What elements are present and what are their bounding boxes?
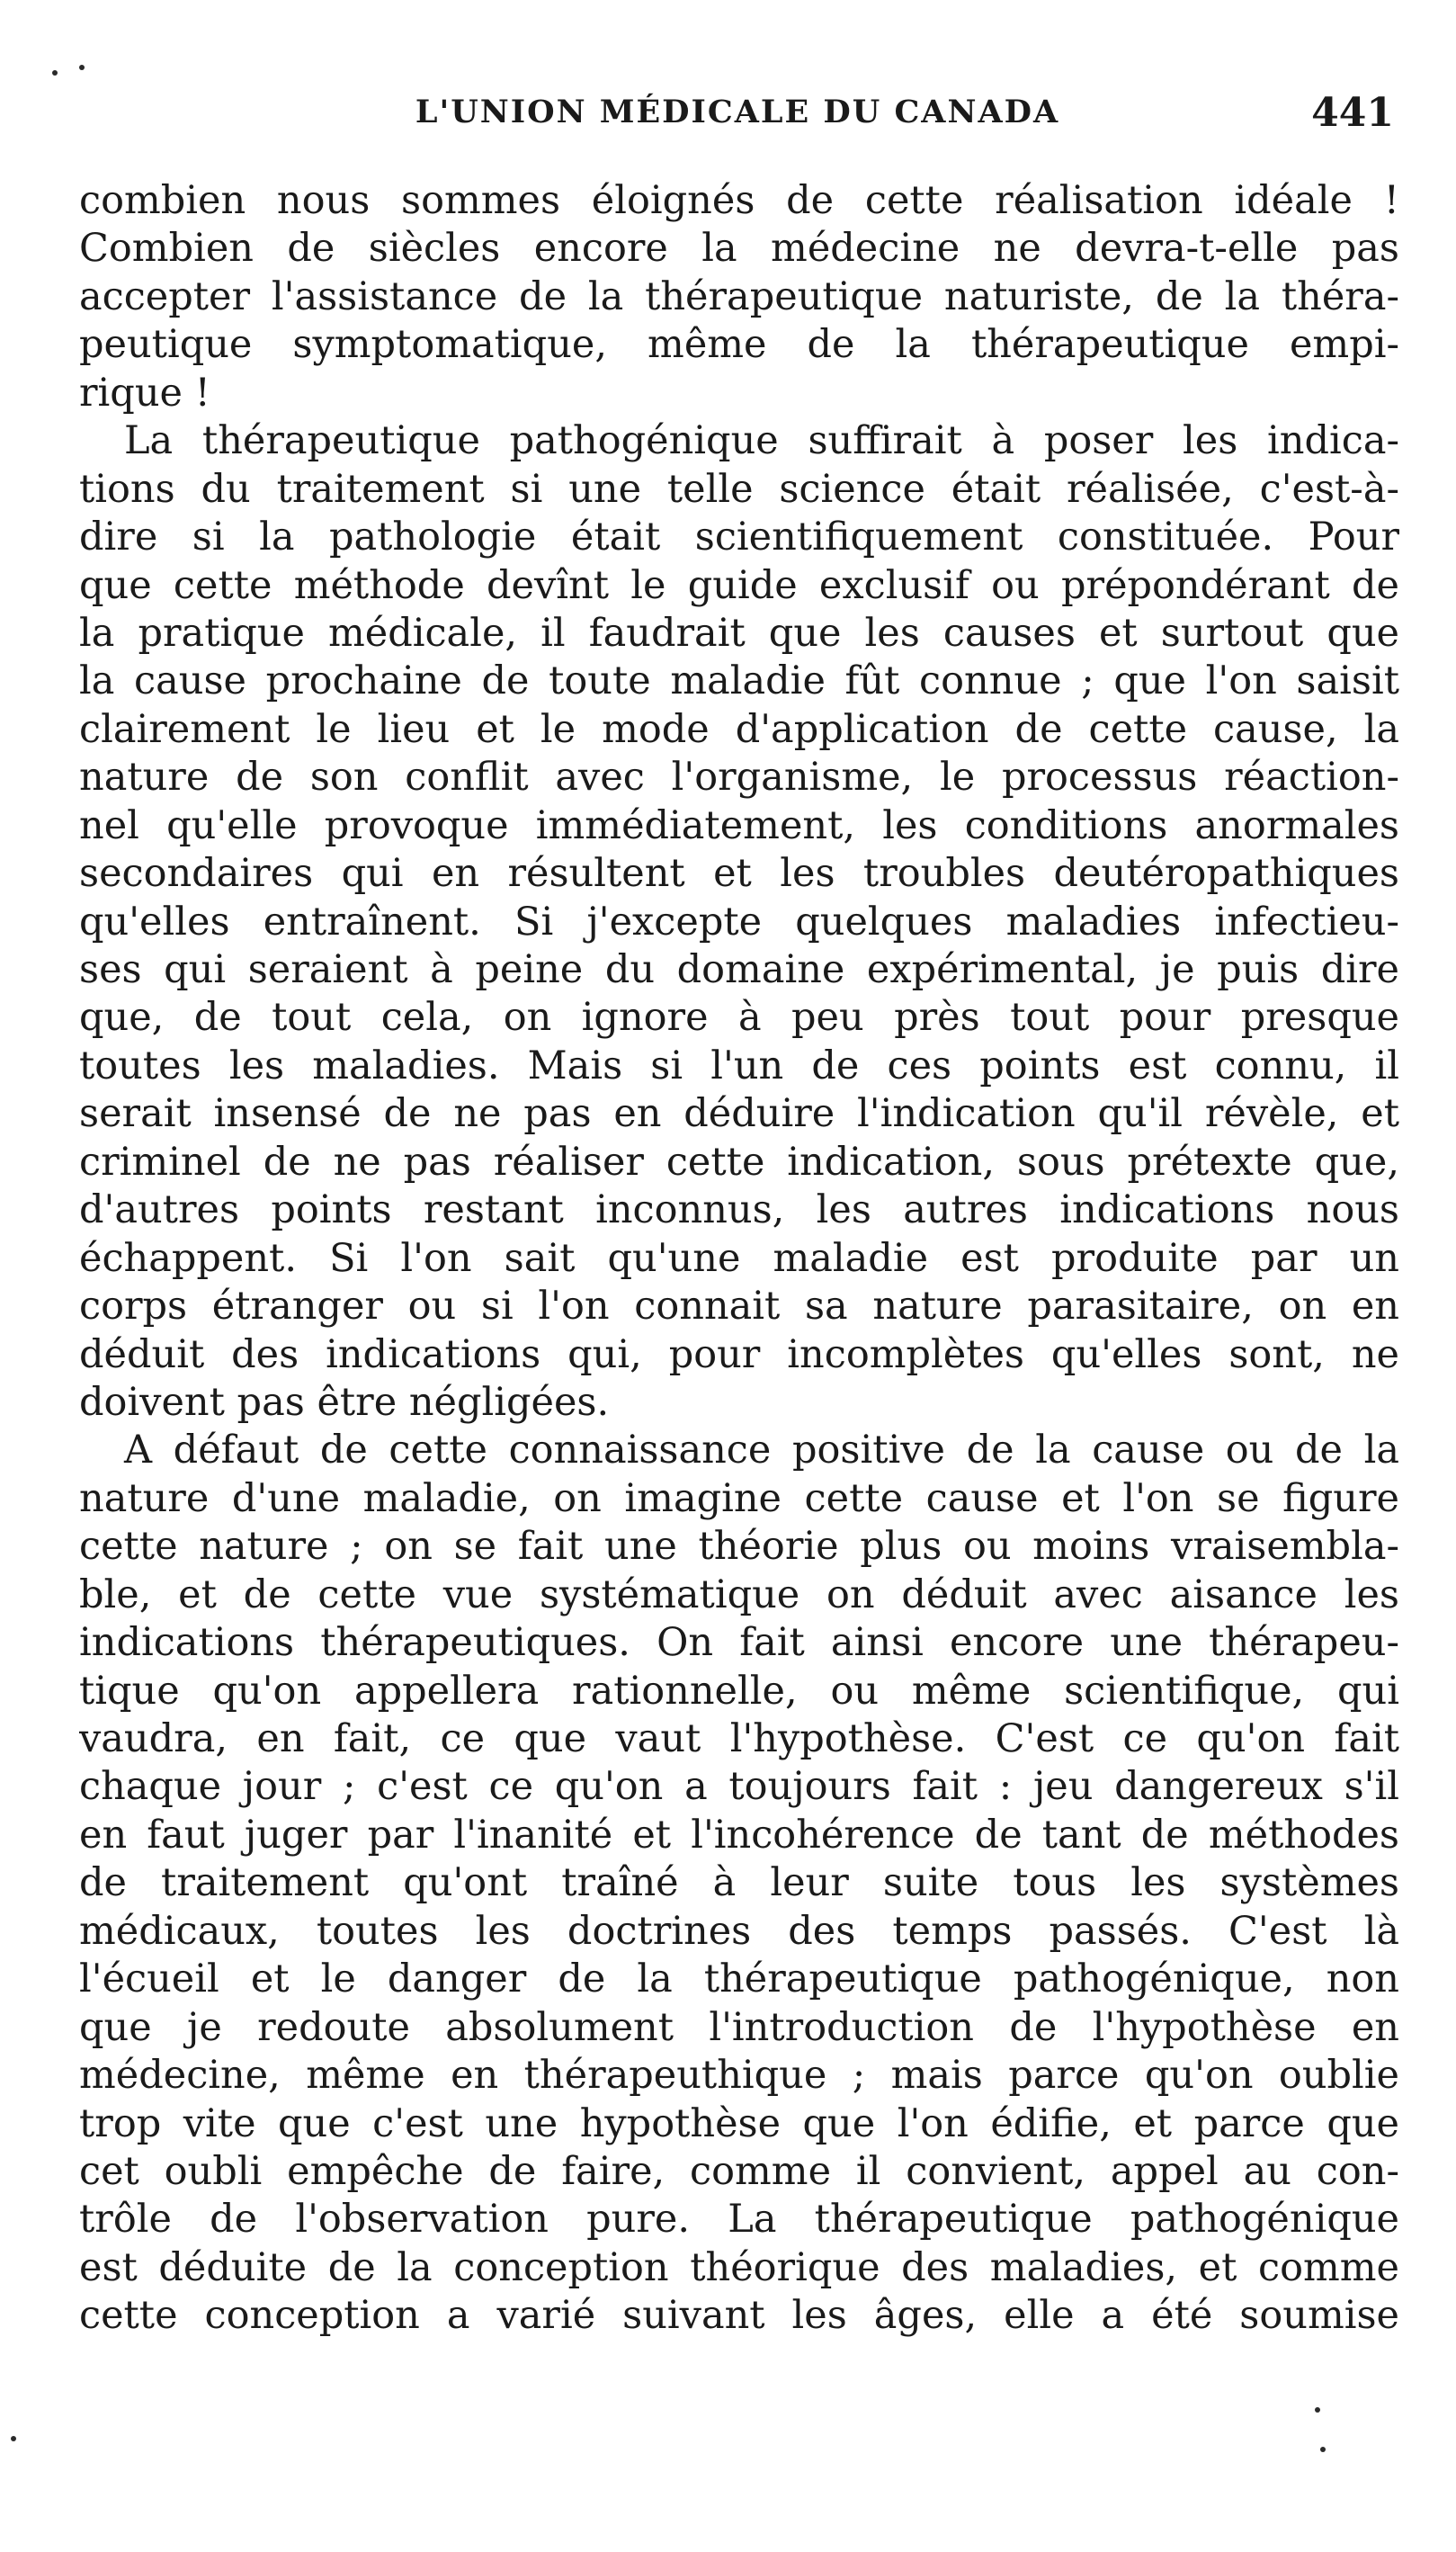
text-line: nature d'une maladie, on imagine cette cause et l'on se figure <box>79 1475 1399 1521</box>
text-line: Combien de siècles encore la médecine ne devra-t-elle pas <box>79 226 1399 272</box>
text-line: doivent pas être négligées. <box>79 1379 610 1425</box>
text-line: que je redoute absolument l'introduction de l'hypothèse en <box>79 2004 1399 2050</box>
scan-speck <box>1315 2407 1320 2413</box>
text-line: échappent. Si l'on sait qu'une maladie est produite par un <box>79 1235 1399 1281</box>
scan-speck <box>1320 2447 1326 2452</box>
text-line: de traitement qu'ont traîné à leur suite tous les systèmes <box>79 1860 1399 1906</box>
text-line: chaque jour ; c'est ce qu'on a toujours fait : jeu dangereux s'il <box>79 1764 1399 1810</box>
text-line: trop vite que c'est une hypothèse que l'on édifie, et parce que <box>79 2100 1399 2146</box>
text-line: en faut juger par l'inanité et l'incohérence de tant de méthodes <box>79 1812 1399 1858</box>
text-line: indications thérapeutiques. On fait ainsi encore une thérapeu- <box>79 1620 1399 1666</box>
text-line: A défaut de cette connaissance positive de la cause ou de la <box>124 1428 1399 1473</box>
text-line: combien nous sommes éloignés de cette réalisation idéale ! <box>79 178 1399 223</box>
text-line: cette nature ; on se fait une théorie plus ou moins vraisembla- <box>79 1524 1399 1570</box>
text-line: médicaux, toutes les doctrines des temps passés. C'est là <box>79 1908 1399 1954</box>
text-line: clairement le lieu et le mode d'application de cette cause, la <box>79 706 1399 752</box>
text-line: toutes les maladies. Mais si l'un de ces points est connu, il <box>79 1043 1399 1088</box>
text-line: vaudra, en fait, ce que vaut l'hypothèse. C'est ce qu'on fait <box>79 1716 1399 1761</box>
journal-title: L'UNION MÉDICALE DU CANADA <box>415 94 1060 130</box>
text-line: peutique symptomatique, même de la thérapeutique empi- <box>79 322 1399 368</box>
scan-speck <box>52 70 58 76</box>
text-line: que cette méthode devînt le guide exclusif ou prépondérant de <box>79 562 1399 608</box>
text-line: la cause prochaine de toute maladie fût connue ; que l'on saisit <box>79 658 1399 704</box>
page-number: 441 <box>1311 90 1394 136</box>
text-line: que, de tout cela, on ignore à peu près tout pour presque <box>79 995 1399 1041</box>
scan-speck <box>11 2436 16 2441</box>
text-line: criminel de ne pas réaliser cette indication, sous prétexte que, <box>79 1139 1399 1185</box>
text-line: cet oubli empêche de faire, comme il convient, appel au con- <box>79 2148 1399 2194</box>
text-line: la pratique médicale, il faudrait que les causes et surtout que <box>79 610 1399 656</box>
text-line: trôle de l'observation pure. La thérapeutique pathogénique <box>79 2197 1399 2243</box>
text-line: accepter l'assistance de la thérapeutique naturiste, de la théra- <box>79 273 1399 319</box>
text-line: cette conception a varié suivant les âges, elle a été soumise <box>79 2293 1399 2339</box>
text-line: nature de son conflit avec l'organisme, le processus réaction- <box>79 755 1399 801</box>
text-line: qu'elles entraînent. Si j'excepte quelques maladies infectieu- <box>79 899 1399 945</box>
text-line: ble, et de cette vue systématique on déduit avec aisance les <box>79 1571 1399 1617</box>
text-line: ses qui seraient à peine du domaine expérimental, je puis dire <box>79 947 1399 992</box>
text-line: tique qu'on appellera rationnelle, ou même scientifique, qui <box>79 1668 1399 1714</box>
scan-speck <box>79 65 85 70</box>
text-line: d'autres points restant inconnus, les autres indications nous <box>79 1187 1399 1233</box>
text-line: serait insensé de ne pas en déduire l'indication qu'il révèle, et <box>79 1091 1399 1137</box>
text-line: corps étranger ou si l'on connait sa nature parasitaire, on en <box>79 1284 1399 1330</box>
text-line: La thérapeutique pathogénique suffirait à poser les indica- <box>124 418 1399 464</box>
text-line: tions du traitement si une telle science était réalisée, c'est-à- <box>79 466 1399 512</box>
text-line: rique ! <box>79 370 210 416</box>
text-line: nel qu'elle provoque immédiatement, les conditions anormales <box>79 802 1399 848</box>
text-line: médecine, même en thérapeuthique ; mais parce qu'on oublie <box>79 2053 1399 2099</box>
running-header <box>81 90 1394 148</box>
body-text <box>79 177 1399 2341</box>
text-line: l'écueil et le danger de la thérapeutique pathogénique, non <box>79 1957 1399 2002</box>
text-line: secondaires qui en résultent et les troubles deutéropathiques <box>79 851 1399 897</box>
text-line: est déduite de la conception théorique des maladies, et comme <box>79 2244 1399 2290</box>
text-line: déduit des indications qui, pour incomplètes qu'elles sont, ne <box>79 1331 1399 1377</box>
text-line: dire si la pathologie était scientifiquement constituée. Pour <box>79 515 1399 560</box>
